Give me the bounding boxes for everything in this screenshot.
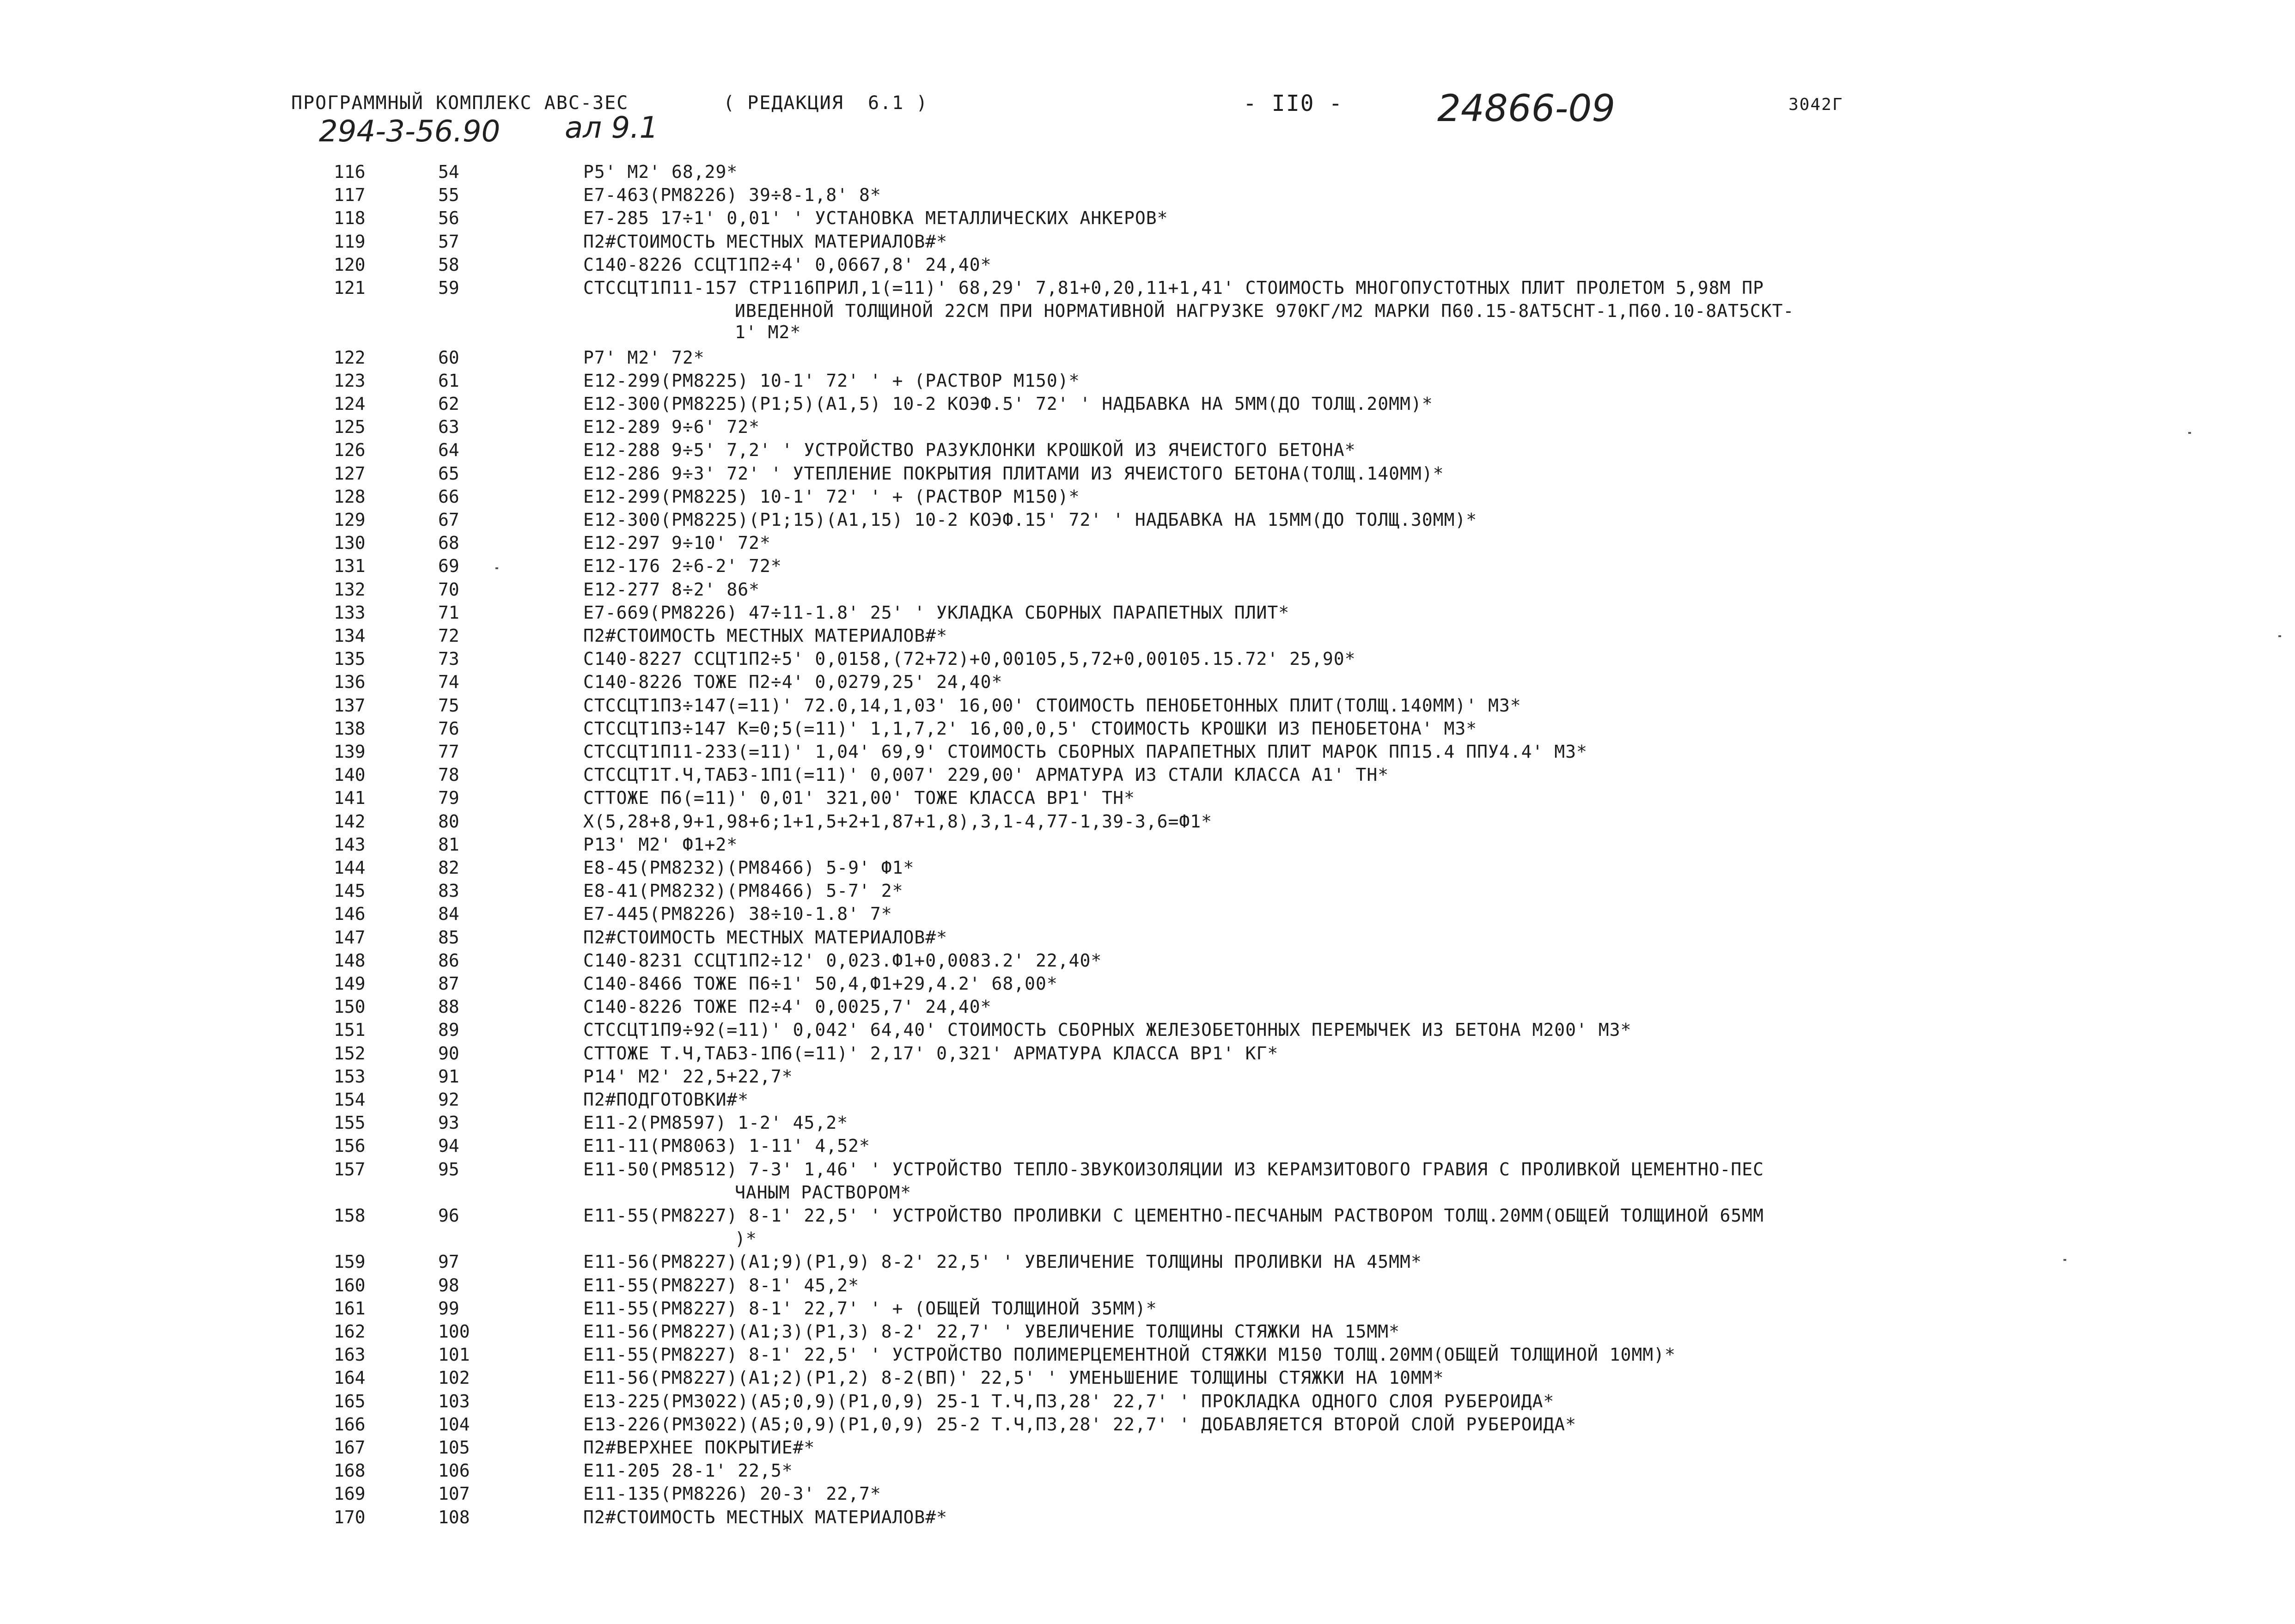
statement-number: 75: [438, 695, 459, 716]
statement-number: 68: [438, 533, 459, 553]
listing-row: [0, 278, 2295, 302]
listing-row: [0, 695, 2295, 719]
listing-row: [0, 1484, 2295, 1508]
statement-number: 90: [438, 1043, 459, 1064]
listing-row: [0, 255, 2295, 279]
statement-text: Е12-289 9÷6' 72*: [583, 417, 760, 437]
listing-row: [0, 1344, 2295, 1369]
line-number: 160: [334, 1275, 366, 1296]
statement-number: 96: [438, 1205, 459, 1226]
line-number: 158: [334, 1205, 366, 1226]
scan-speck: [2188, 432, 2191, 434]
statement-text: Е11-56(РМ8227)(А1;2)(Р1,2) 8-2(ВП)' 22,5' ' УМЕНЬШЕНИЕ ТОЛЩИНЫ СТЯЖКИ НА 10ММ*: [583, 1368, 1444, 1388]
line-number: 169: [334, 1484, 366, 1504]
line-number: 157: [334, 1159, 366, 1180]
statement-text: С140-8466 ТОЖЕ П6÷1' 50,4,Ф1+29,4.2' 68,00*: [583, 973, 1058, 994]
line-number: 154: [334, 1089, 366, 1110]
statement-text: Р13' М2' Ф1+2*: [583, 834, 738, 855]
statement-number: 83: [438, 881, 459, 901]
statement-number: 98: [438, 1275, 459, 1296]
line-number: 151: [334, 1020, 366, 1040]
listing-row: [0, 1275, 2295, 1299]
statement-number: 65: [438, 463, 459, 484]
statement-text: Е11-55(РМ8227) 8-1' 22,5' ' УСТРОЙСТВО ПРОЛИВКИ С ЦЕМЕНТНО-ПЕСЧАНЫМ РАСТВОРОМ ТОЛЩ.20ММ(ОБЩЕЙ ТОЛЩИНОЙ 65ММ: [583, 1205, 1764, 1226]
statement-text: П2#ПОДГОТОВКИ#*: [583, 1089, 749, 1110]
line-number: 139: [334, 742, 366, 762]
line-number: 122: [334, 347, 366, 368]
statement-text: СТТОЖЕ П6(=11)' 0,01' 321,00' ТОЖЕ КЛАССА ВР1' ТН*: [583, 788, 1135, 808]
statement-text: СТССЦТ1П3÷147 К=0;5(=11)' 1,1,7,2' 16,00,0,5' СТОИМОСТЬ КРОШКИ ИЗ ПЕНОБЕТОНА' М3*: [583, 718, 1477, 739]
listing-row: [0, 626, 2295, 650]
statement-number: 107: [438, 1484, 470, 1504]
line-number: 167: [334, 1437, 366, 1458]
listing-row: [0, 185, 2295, 209]
statement-number: 105: [438, 1437, 470, 1458]
handwritten-date: 294-3-56.90: [319, 115, 501, 149]
statement-number: 58: [438, 255, 459, 275]
listing-row: [0, 881, 2295, 905]
line-number: 150: [334, 997, 366, 1017]
statement-text: Р7' М2' 72*: [583, 347, 705, 368]
listing-row: [0, 510, 2295, 534]
statement-number: 80: [438, 811, 459, 832]
statement-number: 100: [438, 1321, 470, 1342]
line-number: 141: [334, 788, 366, 808]
line-number: 147: [334, 927, 366, 948]
statement-text: С140-8231 ССЦТ1П2÷12' 0,023.Ф1+0,0083.2' 22,40*: [583, 950, 1102, 971]
program-title: ПРОГРАММНЫЙ КОМПЛЕКС АВС-3ЕС: [291, 92, 629, 114]
statement-text: П2#СТОИМОСТЬ МЕСТНЫХ МАТЕРИАЛОВ#*: [583, 231, 947, 252]
statement-text: Р5' М2' 68,29*: [583, 162, 738, 182]
statement-text: Е7-285 17÷1' 0,01' ' УСТАНОВКА МЕТАЛЛИЧЕСКИХ АНКЕРОВ*: [583, 208, 1168, 228]
listing-row: [0, 347, 2295, 371]
statement-text: Е12-286 9÷3' 72' ' УТЕПЛЕНИЕ ПОКРЫТИЯ ПЛИТАМИ ИЗ ЯЧЕИСТОГО БЕТОНА(ТОЛЩ.140ММ)*: [583, 463, 1444, 484]
statement-continuation: 1' М2*: [735, 322, 801, 342]
listing-row: [0, 1089, 2295, 1113]
line-number: 121: [334, 278, 366, 298]
statement-number: 74: [438, 672, 459, 692]
statement-number: 85: [438, 927, 459, 948]
statement-number: 73: [438, 649, 459, 669]
listing-row: [0, 742, 2295, 766]
line-number: 152: [334, 1043, 366, 1064]
listing-row: [0, 417, 2295, 441]
statement-continuation: )*: [735, 1229, 757, 1249]
line-number: 116: [334, 162, 366, 182]
line-number: 156: [334, 1136, 366, 1156]
listing-row: [0, 1159, 2295, 1183]
line-number: 143: [334, 834, 366, 855]
statement-number: 63: [438, 417, 459, 437]
statement-text: СТССЦТ1П11-157 СТР116ПРИЛ,1(=11)' 68,29' 7,81+0,20,11+1,41' СТОИМОСТЬ МНОГОПУСТОТНЫХ ПЛИТ ПРОЛЕТОМ 5,98М ПР: [583, 278, 1764, 298]
listing-row: [0, 487, 2295, 511]
listing-row: [0, 602, 2295, 626]
listing-row: [0, 858, 2295, 882]
listing-row: [0, 973, 2295, 998]
line-number: 145: [334, 881, 366, 901]
listing-row: [0, 1368, 2295, 1392]
statement-text: Е11-205 28-1' 22,5*: [583, 1460, 793, 1481]
statement-text: П2#СТОИМОСТЬ МЕСТНЫХ МАТЕРИАЛОВ#*: [583, 626, 947, 646]
listing-row: [0, 1507, 2295, 1531]
statement-number: 54: [438, 162, 459, 182]
line-number: 165: [334, 1391, 366, 1411]
line-number: 128: [334, 487, 366, 507]
listing-row: [0, 371, 2295, 395]
statement-number: 99: [438, 1298, 459, 1319]
statement-text: Е7-669(РМ8226) 47÷11-1.8' 25' ' УКЛАДКА СБОРНЫХ ПАРАПЕТНЫХ ПЛИТ*: [583, 602, 1290, 623]
scan-speck: [2063, 1259, 2066, 1261]
statement-text: Е11-11(РМ8063) 1-11' 4,52*: [583, 1136, 870, 1156]
line-number: 138: [334, 718, 366, 739]
line-number: 118: [334, 208, 366, 228]
handwritten-part: ал 9.1: [565, 111, 659, 145]
line-number: 164: [334, 1368, 366, 1388]
sheet-code: 3042Г: [1788, 95, 1843, 114]
document-code: 24866-09: [1437, 87, 1616, 130]
statement-number: 93: [438, 1113, 459, 1133]
statement-number: 64: [438, 440, 459, 460]
scan-speck: [2278, 635, 2281, 637]
listing-row: [0, 231, 2295, 255]
statement-text: Е12-297 9÷10' 72*: [583, 533, 771, 553]
statement-number: 86: [438, 950, 459, 971]
statement-text: С140-8227 ССЦТ1П2÷5' 0,0158,(72+72)+0,00105,5,72+0,00105.15.72' 25,90*: [583, 649, 1356, 669]
listing-row: [0, 556, 2295, 580]
line-number: 134: [334, 626, 366, 646]
line-number: 153: [334, 1066, 366, 1087]
line-number: 142: [334, 811, 366, 832]
listing-row: [0, 1437, 2295, 1461]
statement-text: Е11-55(РМ8227) 8-1' 45,2*: [583, 1275, 859, 1296]
line-number: 146: [334, 904, 366, 924]
listing-row: [0, 1205, 2295, 1229]
statement-text: СТССЦТ1П9÷92(=11)' 0,042' 64,40' СТОИМОСТЬ СБОРНЫХ ЖЕЛЕЗОБЕТОННЫХ ПЕРЕМЫЧЕК ИЗ БЕТОНА М200' М3*: [583, 1020, 1632, 1040]
statement-text: Е7-463(РМ8226) 39÷8-1,8' 8*: [583, 185, 881, 205]
statement-number: 69: [438, 556, 459, 576]
listing-row: [0, 463, 2295, 487]
line-number: 132: [334, 579, 366, 600]
listing-row: [0, 1414, 2295, 1438]
line-number: 159: [334, 1252, 366, 1272]
statement-number: 108: [438, 1507, 470, 1527]
line-number: 130: [334, 533, 366, 553]
statement-number: 62: [438, 394, 459, 414]
statement-continuation: ЧАНЫМ РАСТВОРОМ*: [735, 1182, 912, 1203]
statement-number: 79: [438, 788, 459, 808]
listing-row: [0, 672, 2295, 696]
line-number: 120: [334, 255, 366, 275]
statement-text: Е11-55(РМ8227) 8-1' 22,5' ' УСТРОЙСТВО ПОЛИМЕРЦЕМЕНТНОЙ СТЯЖКИ М150 ТОЛЩ.20ММ(ОБЩЕЙ ТОЛЩИНОЙ 10ММ)*: [583, 1344, 1676, 1365]
statement-number: 89: [438, 1020, 459, 1040]
statement-text: Е7-445(РМ8226) 38÷10-1.8' 7*: [583, 904, 892, 924]
listing-row: [0, 834, 2295, 858]
listing-row: [0, 1252, 2295, 1276]
statement-text: Е11-135(РМ8226) 20-3' 22,7*: [583, 1484, 881, 1504]
statement-text: С140-8226 ТОЖЕ П2÷4' 0,0025,7' 24,40*: [583, 997, 992, 1017]
statement-text: Е13-226(РМ3022)(А5;0,9)(Р1,0,9) 25-2 Т.Ч,П3,28' 22,7' ' ДОБАВЛЯЕТСЯ ВТОРОЙ СЛОЙ РУБЕРОИДА*: [583, 1414, 1577, 1435]
statement-number: 81: [438, 834, 459, 855]
line-number: 162: [334, 1321, 366, 1342]
line-number: 131: [334, 556, 366, 576]
line-number: 123: [334, 371, 366, 391]
listing-row: [0, 997, 2295, 1021]
listing-row: [0, 533, 2295, 557]
statement-text: П2#СТОИМОСТЬ МЕСТНЫХ МАТЕРИАЛОВ#*: [583, 927, 947, 948]
listing-row: [0, 904, 2295, 928]
statement-text: Е8-41(РМ8232)(РМ8466) 5-7' 2*: [583, 881, 903, 901]
listing-row: [0, 1043, 2295, 1067]
statement-text: Е11-2(РМ8597) 1-2' 45,2*: [583, 1113, 848, 1133]
statement-number: 70: [438, 579, 459, 600]
scan-speck: [495, 567, 498, 569]
statement-text: СТССЦТ1П3÷147(=11)' 72.0,14,1,03' 16,00' СТОИМОСТЬ ПЕНОБЕТОННЫХ ПЛИТ(ТОЛЩ.140ММ)' М3*: [583, 695, 1521, 716]
listing-row: [0, 1113, 2295, 1137]
statement-number: 102: [438, 1368, 470, 1388]
statement-number: 95: [438, 1159, 459, 1180]
listing-row: [0, 162, 2295, 186]
statement-text: Е12-288 9÷5' 7,2' ' УСТРОЙСТВО РАЗУКЛОНКИ КРОШКОЙ ИЗ ЯЧЕИСТОГО БЕТОНА*: [583, 440, 1356, 460]
statement-number: 101: [438, 1344, 470, 1365]
statement-text: Е13-225(РМ3022)(А5;0,9)(Р1,0,9) 25-1 Т.Ч,П3,28' 22,7' ' ПРОКЛАДКА ОДНОГО СЛОЯ РУБЕРОИДА*: [583, 1391, 1555, 1411]
statement-number: 76: [438, 718, 459, 739]
line-number: 117: [334, 185, 366, 205]
statement-number: 72: [438, 626, 459, 646]
statement-number: 56: [438, 208, 459, 228]
statement-number: 78: [438, 765, 459, 785]
statement-number: 66: [438, 487, 459, 507]
line-number: 124: [334, 394, 366, 414]
line-number: 125: [334, 417, 366, 437]
statement-text: П2#ВЕРХНЕЕ ПОКРЫТИЕ#*: [583, 1437, 815, 1458]
statement-text: П2#СТОИМОСТЬ МЕСТНЫХ МАТЕРИАЛОВ#*: [583, 1507, 947, 1527]
listing-row: [0, 440, 2295, 464]
statement-number: 55: [438, 185, 459, 205]
statement-number: 97: [438, 1252, 459, 1272]
listing-row: [0, 394, 2295, 418]
line-number: 148: [334, 950, 366, 971]
statement-number: 84: [438, 904, 459, 924]
line-number: 135: [334, 649, 366, 669]
line-number: 137: [334, 695, 366, 716]
statement-number: 104: [438, 1414, 470, 1435]
line-number: 155: [334, 1113, 366, 1133]
line-number: 126: [334, 440, 366, 460]
statement-number: 92: [438, 1089, 459, 1110]
listing-row: [0, 1066, 2295, 1090]
line-number: 119: [334, 231, 366, 252]
statement-text: Е11-56(РМ8227)(А1;3)(Р1,3) 8-2' 22,7' ' УВЕЛИЧЕНИЕ ТОЛЩИНЫ СТЯЖКИ НА 15ММ*: [583, 1321, 1400, 1342]
statement-number: 87: [438, 973, 459, 994]
statement-text: Е8-45(РМ8232)(РМ8466) 5-9' Ф1*: [583, 858, 915, 878]
line-number: 129: [334, 510, 366, 530]
statement-number: 77: [438, 742, 459, 762]
statement-text: СТССЦТ1Т.Ч,ТАБ3-1П1(=11)' 0,007' 229,00' АРМАТУРА ИЗ СТАЛИ КЛАССА А1' ТН*: [583, 765, 1389, 785]
line-number: 144: [334, 858, 366, 878]
edition-label: ( РЕДАКЦИЯ 6.1 ): [723, 92, 928, 114]
line-number: 140: [334, 765, 366, 785]
listing-row: [0, 788, 2295, 812]
statement-number: 61: [438, 371, 459, 391]
statement-text: Е12-176 2÷6-2' 72*: [583, 556, 782, 576]
statement-number: 88: [438, 997, 459, 1017]
listing-row: [0, 1321, 2295, 1345]
statement-number: 67: [438, 510, 459, 530]
listing-row: [0, 649, 2295, 673]
listing-row: [0, 1020, 2295, 1044]
line-number: 161: [334, 1298, 366, 1319]
statement-text: СТССЦТ1П11-233(=11)' 1,04' 69,9' СТОИМОСТЬ СБОРНЫХ ПАРАПЕТНЫХ ПЛИТ МАРОК ПП15.4 ППУ4.4' М3*: [583, 742, 1587, 762]
statement-text: С140-8226 ТОЖЕ П2÷4' 0,0279,25' 24,40*: [583, 672, 1003, 692]
statement-number: 59: [438, 278, 459, 298]
statement-text: Е12-299(РМ8225) 10-1' 72' ' + (РАСТВОР М150)*: [583, 487, 1080, 507]
listing-row: [0, 579, 2295, 603]
statement-text: СТТОЖЕ Т.Ч,ТАБ3-1П6(=11)' 2,17' 0,321' АРМАТУРА КЛАССА ВР1' КГ*: [583, 1043, 1279, 1064]
line-number: 166: [334, 1414, 366, 1435]
page-number: - II0 -: [1243, 91, 1343, 116]
listing-row: [0, 208, 2295, 232]
statement-text: Е12-299(РМ8225) 10-1' 72' ' + (РАСТВОР М150)*: [583, 371, 1080, 391]
statement-number: 106: [438, 1460, 470, 1481]
statement-text: Е12-300(РМ8225)(Р1;5)(А1,5) 10-2 КОЭФ.5' 72' ' НАДБАВКА НА 5ММ(ДО ТОЛЩ.20ММ)*: [583, 394, 1433, 414]
statement-number: 94: [438, 1136, 459, 1156]
statement-number: 91: [438, 1066, 459, 1087]
statement-text: Е12-277 8÷2' 86*: [583, 579, 760, 600]
line-number: 127: [334, 463, 366, 484]
statement-text: Е12-300(РМ8225)(Р1;15)(А1,15) 10-2 КОЭФ.15' 72' ' НАДБАВКА НА 15ММ(ДО ТОЛЩ.30ММ)*: [583, 510, 1477, 530]
line-number: 168: [334, 1460, 366, 1481]
statement-text: Х(5,28+8,9+1,98+6;1+1,5+2+1,87+1,8),3,1-4,77-1,39-3,6=Ф1*: [583, 811, 1213, 832]
line-number: 133: [334, 602, 366, 623]
line-number: 149: [334, 973, 366, 994]
statement-number: 103: [438, 1391, 470, 1411]
line-number: 136: [334, 672, 366, 692]
listing-row: [0, 1298, 2295, 1322]
statement-text: С140-8226 ССЦТ1П2÷4' 0,0667,8' 24,40*: [583, 255, 992, 275]
statement-number: 57: [438, 231, 459, 252]
listing-row: [0, 718, 2295, 742]
listing-row: [0, 950, 2295, 974]
statement-text: Р14' М2' 22,5+22,7*: [583, 1066, 793, 1087]
line-number: 170: [334, 1507, 366, 1527]
statement-text: Е11-50(РМ8512) 7-3' 1,46' ' УСТРОЙСТВО ТЕПЛО-ЗВУКОИЗОЛЯЦИИ ИЗ КЕРАМЗИТОВОГО ГРАВИЯ С ПРОЛИВКОЙ ЦЕМЕНТНО-ПЕС: [583, 1159, 1764, 1180]
listing-row: [0, 811, 2295, 835]
statement-continuation: ИВЕДЕННОЙ ТОЛЩИНОЙ 22СМ ПРИ НОРМАТИВНОЙ НАГРУЗКЕ 970КГ/М2 МАРКИ П60.15-8АТ5СНТ-1,П60.10-8АТ5СКТ-: [735, 301, 1794, 321]
listing-row: [0, 1460, 2295, 1484]
statement-number: 60: [438, 347, 459, 368]
listing-row: [0, 1136, 2295, 1160]
statement-text: Е11-56(РМ8227)(А1;9)(Р1,9) 8-2' 22,5' ' УВЕЛИЧЕНИЕ ТОЛЩИНЫ ПРОЛИВКИ НА 45ММ*: [583, 1252, 1422, 1272]
listing-row: [0, 765, 2295, 789]
listing-row: [0, 1391, 2295, 1415]
line-number: 163: [334, 1344, 366, 1365]
statement-number: 71: [438, 602, 459, 623]
listing-row: [0, 927, 2295, 951]
statement-text: Е11-55(РМ8227) 8-1' 22,7' ' + (ОБЩЕЙ ТОЛЩИНОЙ 35ММ)*: [583, 1298, 1157, 1319]
statement-number: 82: [438, 858, 459, 878]
